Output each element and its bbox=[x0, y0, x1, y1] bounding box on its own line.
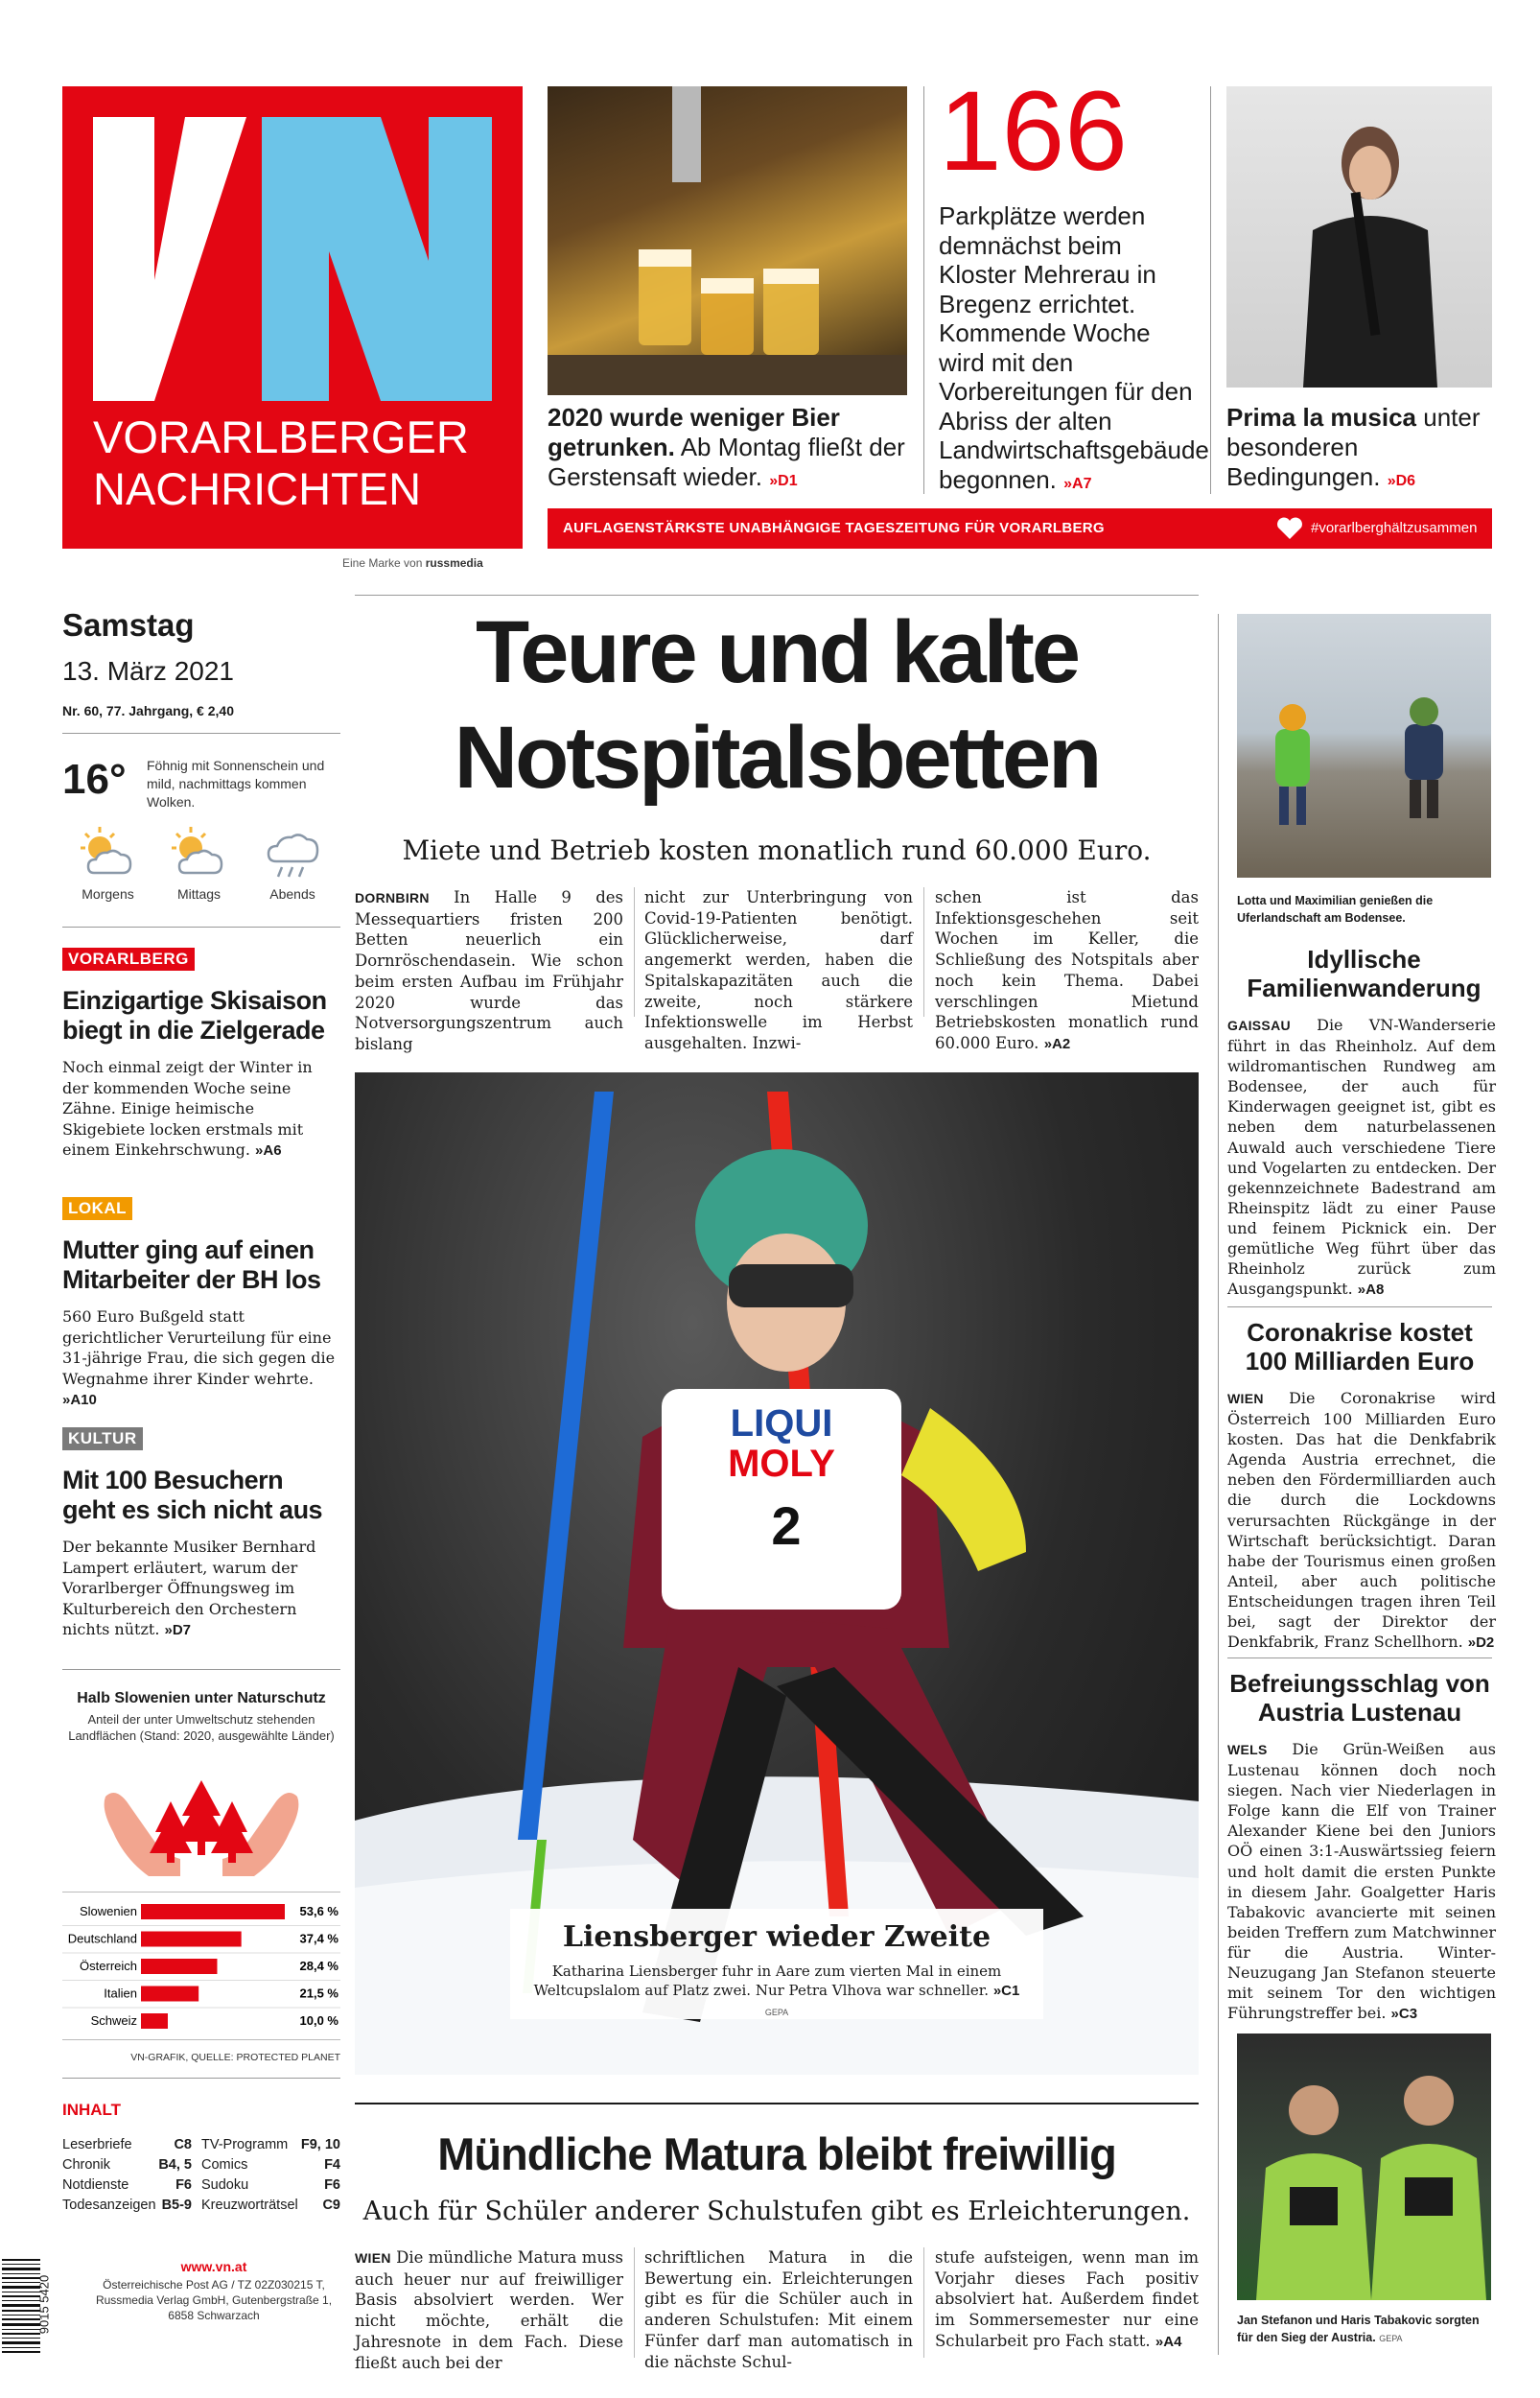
weather-text: Föhnig mit Sonnenschein und mild, nachmittags kommen Wolken. bbox=[147, 758, 325, 810]
bib-number: 2 bbox=[771, 1495, 802, 1556]
austria-ref[interactable]: »C3 bbox=[1390, 2006, 1418, 2023]
chart-category-label: Österreich bbox=[80, 1959, 137, 1973]
matura-headline[interactable]: Mündliche Matura bleibt freiwillig bbox=[437, 2128, 1116, 2179]
lead-rule-top bbox=[355, 595, 1199, 596]
chart-category-label: Deutschland bbox=[67, 1931, 137, 1946]
music-ref[interactable]: »D6 bbox=[1387, 473, 1416, 489]
chart-bar bbox=[141, 1987, 198, 2002]
lead-col3-text: schen ist das Infektionsgeschehen seit Wochen im Keller, die Schließung des Notspitals aber noch kein Thema. Dabei verschlingen Mietund Betriebskosten monatlich rund 60.000 Euro. bbox=[935, 888, 1199, 1052]
lokal-ref[interactable]: »A10 bbox=[62, 1392, 97, 1408]
weather-label-noon: Mittags bbox=[176, 886, 222, 902]
brand-note-name: russmedia bbox=[425, 556, 483, 570]
contents-title: INHALT bbox=[62, 2101, 122, 2119]
sun-cloud-icon bbox=[166, 825, 233, 882]
lead-col1-text: In Halle 9 des Messequartiers fristen 200 Betten neuerlich ein Dornröschendasein. Wie schon beim ersten Aufbau im Frühjahr 2020 wurde das Notversorgungszentrum auch bislang bbox=[355, 888, 623, 1053]
parking-ref[interactable]: »A7 bbox=[1063, 475, 1092, 492]
matura-col1-text: Die mündliche Matura muss auch heuer nur auf freiwilliger Basis absolviert werden. Wer nicht möchte, erhält die Jahresnote in dem Fach. Diese fließt auch bei der bbox=[355, 2248, 624, 2372]
edition-issue: Nr. 60, 77. Jahrgang, € 2,40 bbox=[62, 703, 234, 718]
kultur-rule bbox=[62, 1669, 340, 1670]
brand-note-prefix: Eine Marke von bbox=[342, 556, 423, 570]
footer-line2: Russmedia Verlag GmbH, Gutenbergstraße 1, bbox=[95, 2293, 333, 2307]
contents-item-page: F6 bbox=[175, 2177, 192, 2193]
chart-bar bbox=[141, 2013, 168, 2029]
kultur-ref[interactable]: »D7 bbox=[164, 1622, 192, 1638]
matura-col2: schriftlichen Matura in die Bewertung ein. Erleichterungen gibt es für die Schüler auch in anderen Schulstufen: Mit einem Fünfer darf man automatisch in die nächste Schul- bbox=[644, 2248, 913, 2371]
right-column-divider bbox=[1218, 614, 1219, 2355]
brand-note bbox=[342, 556, 483, 570]
chart-category-label: Schweiz bbox=[90, 2013, 137, 2028]
contents-item-name: Chronik bbox=[62, 2157, 110, 2173]
lokal-text: 560 Euro Bußgeld statt gerichtlicher Verurteilung für eine 31-jährige Frau, die sich gegen die Wegnahme ihrer Kinder wehrte. bbox=[62, 1307, 336, 1388]
weather-period-morning bbox=[62, 825, 153, 902]
austria-headline[interactable]: Befreiungsschlag von Austria Lustenau bbox=[1229, 1669, 1490, 1727]
weather-temp: 16° bbox=[62, 756, 127, 803]
lokal-headline: Mutter ging auf einen Mitarbeiter der BH los bbox=[62, 1235, 321, 1294]
corona-text-wrap bbox=[1227, 1388, 1496, 1653]
football-credit: GEPA bbox=[1379, 2334, 1403, 2343]
matura-col1 bbox=[355, 2247, 623, 2373]
weather-rule bbox=[62, 927, 340, 928]
parking-text: Parkplätze werden demnächst beim Kloster Mehrerau in Bregenz errichtet. Kommende Woche wird mit den Vorbereitungen für den Abriss der alten Landwirtschaftsgebäude begonnen. bbox=[939, 201, 1209, 494]
ski-caption-box bbox=[510, 1909, 1043, 2019]
corona-ref[interactable]: »D2 bbox=[1467, 1634, 1495, 1652]
vorarlberg-headline: Einzigartige Skisaison biegt in die Zielgerade bbox=[62, 986, 327, 1045]
chart-bars bbox=[62, 1896, 340, 2035]
wandern-rule bbox=[1227, 1306, 1492, 1307]
lake-photo[interactable] bbox=[1237, 614, 1491, 878]
section-vorarlberg[interactable] bbox=[62, 948, 340, 1162]
lead-headline-line1: Teure und kalte bbox=[475, 603, 1079, 701]
chart-protected-areas bbox=[62, 1690, 340, 2063]
contents-list-left bbox=[62, 2135, 192, 2216]
teaser-divider-2 bbox=[1210, 86, 1211, 494]
contents-item[interactable] bbox=[62, 2155, 192, 2175]
edition-rule bbox=[62, 733, 340, 734]
lead-col-divider-2 bbox=[923, 887, 924, 1017]
beer-text: Ab Montag fließt der Gerstensaft wieder. bbox=[548, 433, 905, 491]
lead-subhead: Miete und Betrieb kosten monatlich rund 60.000 Euro. bbox=[402, 835, 1152, 866]
lead-headline[interactable] bbox=[355, 600, 1199, 811]
contents-item[interactable] bbox=[62, 2196, 192, 2216]
contents-item-name: Sudoku bbox=[201, 2177, 249, 2193]
contents-item-page: F4 bbox=[324, 2157, 340, 2173]
beer-headline: 2020 wurde weniger Bier getrunken. bbox=[548, 403, 840, 461]
matura-col3-text: stufe aufsteigen, wenn man im Vorjahr dieses Fach positiv absolviert hat. Außerdem findet im Sommersemester nur eine Schularbeit pro Fach statt. bbox=[935, 2248, 1199, 2350]
masthead-banner bbox=[548, 508, 1492, 549]
contents-item[interactable] bbox=[201, 2175, 340, 2196]
ski-photo[interactable] bbox=[355, 1072, 1199, 2075]
lokal-text-wrap bbox=[62, 1306, 340, 1411]
lead-ref[interactable]: »A2 bbox=[1043, 1035, 1071, 1052]
chart-value-label: 53,6 % bbox=[299, 1904, 338, 1918]
music-photo bbox=[1226, 86, 1492, 388]
matura-ref[interactable]: »A4 bbox=[1155, 2333, 1182, 2350]
barcode-number: 9015 5420 bbox=[36, 2274, 52, 2335]
chart-category-label: Slowenien bbox=[80, 1904, 137, 1918]
banner-hashtag[interactable]: #vorarlberghältzusammen bbox=[1311, 520, 1478, 536]
chart-bar bbox=[141, 1959, 217, 1974]
chart-title: Halb Slowenien unter Naturschutz bbox=[77, 1690, 326, 1706]
lead-dateline: DORNBIRN bbox=[355, 890, 430, 905]
corona-dateline: WIEN bbox=[1227, 1391, 1264, 1406]
tag-kultur: KULTUR bbox=[62, 1427, 143, 1450]
lead-col2: nicht zur Unterbringung von Covid-19-Patienten benötigt. Glücklicherweise, darf angemerkt werden, haben die Spitalskapazitäten auch die zweite, noch stärkere Infektionswelle im Herbst ausgehalten. Inzwi- bbox=[644, 888, 913, 1052]
kultur-text: Der bekannte Musiker Bernhard Lampert erläutert, warum der Vorarlberger Öffnungsweg im Kulturbereich den Orchestern nichts nützt. bbox=[62, 1538, 316, 1638]
masthead-line1: VORARLBERGER bbox=[93, 411, 469, 462]
weather-label-evening: Abends bbox=[269, 886, 315, 902]
football-photo[interactable] bbox=[1237, 2034, 1491, 2300]
music-teaser[interactable] bbox=[1226, 403, 1492, 496]
section-kultur[interactable] bbox=[62, 1427, 340, 1641]
contents-item-page: C9 bbox=[322, 2198, 340, 2213]
weather-period-noon bbox=[153, 825, 245, 902]
chart-bar bbox=[141, 1904, 285, 1919]
matura-col3 bbox=[935, 2247, 1199, 2353]
contents-item-page: C8 bbox=[174, 2137, 192, 2152]
austria-text: Die Grün-Weißen aus Lustenau können doch noch siegen. Nach vier Niederlagen in Folge kann die Elf von Trainer Alexander Kiene bei den Juniors OÖ einen 3:1-Auswärtssieg feiern und holt damit die ersten Punkte in diesem Jahr. Goalgetter Haris Tabakovic avancierte mit seinen beiden Treffern zum Matchwinner für die Austria. Winter-Neuzugang Jan Stefanon steuerte mit seinem Tor den wichtigen Führungstreffer bei. bbox=[1227, 1740, 1496, 2023]
ski-caption-text-wrap bbox=[529, 1962, 1024, 2022]
matura-rule-top bbox=[355, 2103, 1199, 2104]
footer-line3: 6858 Schwarzach bbox=[168, 2309, 260, 2322]
footer-url[interactable]: www.vn.at bbox=[180, 2259, 247, 2274]
wandern-text-wrap bbox=[1227, 1015, 1496, 1300]
footer-imprint bbox=[75, 2277, 353, 2323]
footer-line1: Österreichische Post AG / TZ 02Z030215 T, bbox=[103, 2278, 325, 2292]
weather-period-evening bbox=[245, 825, 340, 902]
edition-weekday: Samstag bbox=[62, 607, 195, 643]
kultur-headline: Mit 100 Besuchern geht es sich nicht aus bbox=[62, 1466, 323, 1524]
austria-dateline: WELS bbox=[1227, 1742, 1268, 1757]
chart-bar bbox=[141, 1932, 242, 1947]
contents-item[interactable] bbox=[62, 2175, 192, 2196]
bib-sponsor-line2: MOLY bbox=[728, 1443, 835, 1485]
lead-headline-line2: Notspitalsbetten bbox=[454, 709, 1100, 807]
matura-col-divider-2 bbox=[923, 2247, 924, 2358]
ski-caption-title: Liensberger wieder Zweite bbox=[562, 1920, 992, 1954]
tag-vorarlberg: VORARLBERG bbox=[62, 948, 195, 971]
chart-value-label: 10,0 % bbox=[299, 2013, 338, 2028]
barcode bbox=[2, 2259, 58, 2355]
beer-teaser[interactable] bbox=[548, 403, 907, 496]
matura-dateline: WIEN bbox=[355, 2250, 391, 2266]
lead-col-divider-1 bbox=[634, 887, 635, 1017]
football-caption bbox=[1237, 2312, 1491, 2347]
contents-item[interactable] bbox=[201, 2155, 340, 2175]
corona-text: Die Coronakrise wird Österreich 100 Milliarden Euro kosten. Das hat die Denkfabrik Agenda Austria errechnet, die neben den Fördermilliarden auch die durch die Lockdowns verursachten Rückgänge in der Wirtschaft berücksichtigt. Daran habe der Tourismus einen großen Anteil, aber auch politische Entscheidungen tragen ihren Teil bei, sagt der Direktor der Denkfabrik, Franz Schellhorn. bbox=[1227, 1389, 1496, 1652]
wandern-dateline: GAISSAU bbox=[1227, 1018, 1291, 1033]
vorarlberg-text: Noch einmal zeigt der Winter in der kommenden Woche seine Zähne. Einige heimische Skigebiete locken erstmals mit einem Einkehrschwung. bbox=[62, 1058, 313, 1159]
masthead-logo[interactable] bbox=[62, 86, 523, 549]
chart-baseline-top bbox=[62, 1892, 340, 1893]
vorarlberg-ref[interactable]: »A6 bbox=[255, 1142, 282, 1159]
chart-rule bbox=[62, 2078, 340, 2079]
edition-date: 13. März 2021 bbox=[62, 656, 234, 686]
contents-item-name: Comics bbox=[201, 2157, 248, 2173]
chart-subtitle: Anteil der unter Umweltschutz stehenden Landflächen (Stand: 2020, ausgewählte Länder) bbox=[68, 1712, 335, 1743]
contents-item-page: F9, 10 bbox=[300, 2137, 340, 2152]
sun-cloud-icon bbox=[75, 825, 142, 882]
beer-photo bbox=[548, 86, 907, 395]
kultur-text-wrap bbox=[62, 1537, 340, 1641]
vorarlberg-text-wrap bbox=[62, 1057, 340, 1162]
contents-item[interactable] bbox=[201, 2196, 340, 2216]
contents-item-page: F6 bbox=[324, 2177, 340, 2193]
contents-item-name: Leserbriefe bbox=[62, 2137, 132, 2152]
trees-hands-icon bbox=[96, 1763, 307, 1878]
contents-item-page: B4, 5 bbox=[158, 2157, 192, 2173]
ski-caption-text: Katharina Liensberger fuhr in Aare zum vierten Mal in einem Weltcupslalom auf Platz zwei. Nur Petra Vlhova war schneller. bbox=[533, 1963, 1002, 1999]
contents-item[interactable] bbox=[62, 2135, 192, 2155]
corona-headline[interactable]: Coronakrise kostet 100 Milliarden Euro bbox=[1245, 1318, 1475, 1375]
tag-lokal: LOKAL bbox=[62, 1197, 132, 1220]
contents-item-name: TV-Programm bbox=[201, 2137, 289, 2152]
weather-label-morning: Morgens bbox=[82, 886, 134, 902]
contents-item-page: B5-9 bbox=[161, 2198, 192, 2213]
contents-item[interactable] bbox=[201, 2135, 340, 2155]
chart-baseline-bottom bbox=[62, 2039, 340, 2040]
chart-value-label: 37,4 % bbox=[299, 1931, 338, 1946]
ski-caption-ref[interactable]: »C1 bbox=[992, 1983, 1020, 1999]
parking-number: 166 bbox=[939, 68, 1128, 195]
teaser-divider-1 bbox=[923, 86, 924, 494]
chart-category-label: Italien bbox=[104, 1986, 137, 2001]
ski-caption-credit: GEPA bbox=[764, 2008, 789, 2017]
beer-ref[interactable]: »D1 bbox=[769, 473, 798, 489]
austria-text-wrap bbox=[1227, 1739, 1496, 2024]
chart-source: VN-GRAFIK, QUELLE: PROTECTED PLANET bbox=[130, 2052, 340, 2063]
parking-teaser[interactable] bbox=[939, 201, 1209, 499]
contents-list-right bbox=[201, 2135, 340, 2216]
music-text: unter besonderen Bedingungen. bbox=[1226, 403, 1481, 491]
matura-col-divider-1 bbox=[634, 2247, 635, 2358]
wandern-headline[interactable]: Idyllische Familienwanderung bbox=[1247, 945, 1482, 1002]
lead-col1 bbox=[355, 887, 623, 1055]
vn-logo-mark bbox=[93, 117, 492, 401]
bib-sponsor-line1: LIQUI bbox=[730, 1402, 833, 1445]
rain-cloud-icon bbox=[259, 825, 326, 882]
masthead-line2: NACHRICHTEN bbox=[93, 463, 422, 514]
wandern-text: Die VN-Wanderserie führt in das Rheinholz. Auf dem wildromantischen Rundweg am Bodensee, der auch für Kinderwagen geeignet ist, gibt es neben dem naturbelassenen Auwald auch verschiedene Tiere und Vogelarten zu entdecken. Der gekennzeichnete Badestrand am Rheinspitz lädt zu einer Pause und feinem Picknick ein. Der gemütliche Weg führt über das Rheinholz zurück zum Ausgangspunkt. bbox=[1227, 1016, 1496, 1299]
barcode-icon bbox=[2, 2259, 40, 2355]
chart-value-label: 21,5 % bbox=[299, 1986, 338, 2001]
bib-sponsor bbox=[686, 1403, 877, 1484]
corona-rule bbox=[1227, 1657, 1492, 1658]
music-headline: Prima la musica bbox=[1226, 403, 1416, 432]
heart-icon bbox=[1276, 517, 1303, 540]
contents-item-name: Notdienste bbox=[62, 2177, 129, 2193]
banner-text: AUFLAGENSTÄRKSTE UNABHÄNGIGE TAGESZEITUNG FÜR VORARLBERG bbox=[563, 520, 1105, 536]
chart-value-label: 28,4 % bbox=[299, 1959, 338, 1973]
football-caption-text: Jan Stefanon und Haris Tabakovic sorgten für den Sieg der Austria. bbox=[1237, 2314, 1480, 2344]
matura-subhead: Auch für Schüler anderer Schulstufen gibt es Erleichterungen. bbox=[362, 2197, 1191, 2226]
contents-item-name: Kreuzworträtsel bbox=[201, 2198, 298, 2213]
section-lokal[interactable] bbox=[62, 1197, 340, 1411]
wandern-ref[interactable]: »A8 bbox=[1357, 1281, 1385, 1299]
contents-item-name: Todesanzeigen bbox=[62, 2198, 156, 2213]
lead-col3 bbox=[935, 887, 1199, 1055]
lake-photo-caption: Lotta und Maximilian genießen die Uferlandschaft am Bodensee. bbox=[1237, 894, 1434, 925]
